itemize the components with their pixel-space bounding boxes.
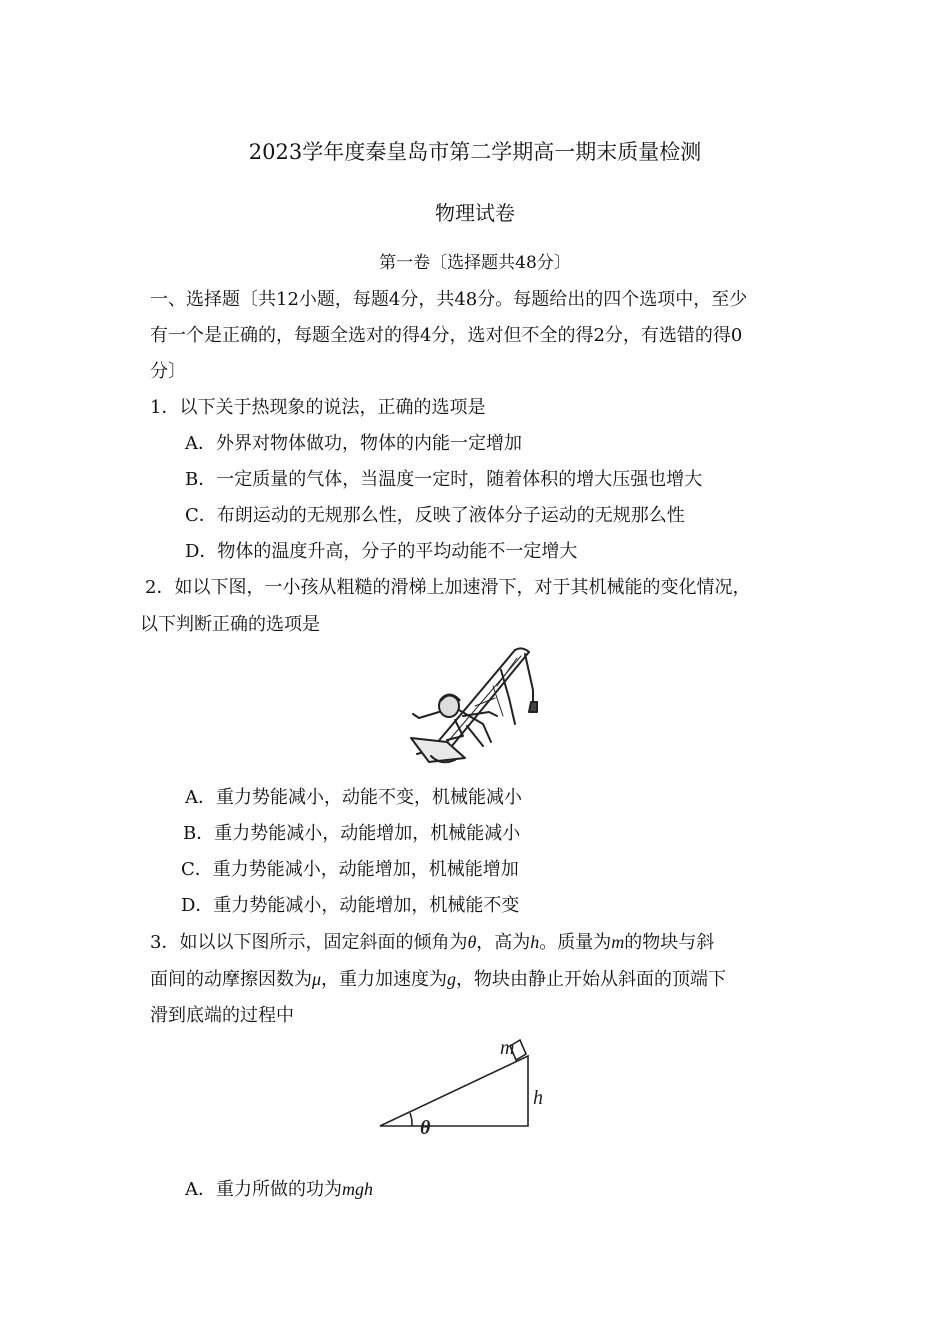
g-symbol: g xyxy=(447,969,457,989)
instructions-line-1: 一、选择题〔共12小题，每题4分，共48分。每题给出的四个选项中，至少 xyxy=(150,289,748,310)
instructions-line-2: 有一个是正确的，每题全选对的得4分，选对但不全的得2分，有选错的得0 xyxy=(150,325,743,346)
m-symbol: m xyxy=(611,932,625,952)
page-title: 2023学年度秦皇岛市第二学期高一期末质量检测 xyxy=(248,140,702,164)
question-1-option-d: D．物体的温度升高，分子的平均动能不一定增大 xyxy=(185,541,578,562)
question-3-stem-line-1: 3．如以以下图所示，固定斜面的倾角为θ，高为h。质量为m的物块与斜 xyxy=(150,932,715,953)
h-symbol: h xyxy=(530,932,540,952)
theta-symbol: θ xyxy=(467,932,477,952)
incline-height-label: h xyxy=(533,1087,543,1109)
incline-mass-label: m xyxy=(500,1037,515,1059)
question-1-option-a: A．外界对物体做功，物体的内能一定增加 xyxy=(185,433,522,454)
instructions-line-3: 分〕 xyxy=(150,361,186,382)
question-3-option-a: A．重力所做的功为mgh xyxy=(185,1179,373,1200)
question-2-option-c: C．重力势能减小，动能增加，机械能增加 xyxy=(181,859,519,880)
section-heading: 第一卷〔选择题共48分〕 xyxy=(379,253,571,273)
question-1-option-c: C．布朗运动的无规那么性，反映了液体分子运动的无规那么性 xyxy=(185,505,685,526)
slide-illustration xyxy=(405,646,540,768)
question-2-option-b: B．重力势能减小，动能增加，机械能减小 xyxy=(183,823,521,844)
incline-angle-label: θ xyxy=(420,1117,431,1136)
angle-arc xyxy=(410,1113,412,1126)
mu-symbol: μ xyxy=(312,969,322,989)
question-2-option-a: A．重力势能减小，动能不变，机械能减小 xyxy=(185,787,522,808)
question-1-stem: 1．以下关于热现象的说法，正确的选项是 xyxy=(150,397,486,418)
incline-diagram xyxy=(370,1036,560,1136)
question-3-stem-line-3: 滑到底端的过程中 xyxy=(150,1005,294,1026)
question-2-stem-line-1: 2．如以下图，一小孩从粗糙的滑梯上加速滑下，对于其机械能的变化情况， xyxy=(145,577,751,598)
question-3-stem-line-2: 面间的动摩擦因数为μ，重力加速度为g，物块由静止开始从斜面的顶端下 xyxy=(150,969,727,990)
question-2-stem-line-2: 以下判断正确的选项是 xyxy=(140,614,320,635)
question-2-option-d: D．重力势能减小，动能增加，机械能不变 xyxy=(181,895,520,916)
mgh-expression: mgh xyxy=(342,1179,373,1199)
page-subtitle: 物理试卷 xyxy=(435,201,515,225)
question-1-option-b: B．一定质量的气体，当温度一定时，随着体积的增大压强也增大 xyxy=(185,469,703,490)
incline-triangle xyxy=(380,1056,528,1126)
